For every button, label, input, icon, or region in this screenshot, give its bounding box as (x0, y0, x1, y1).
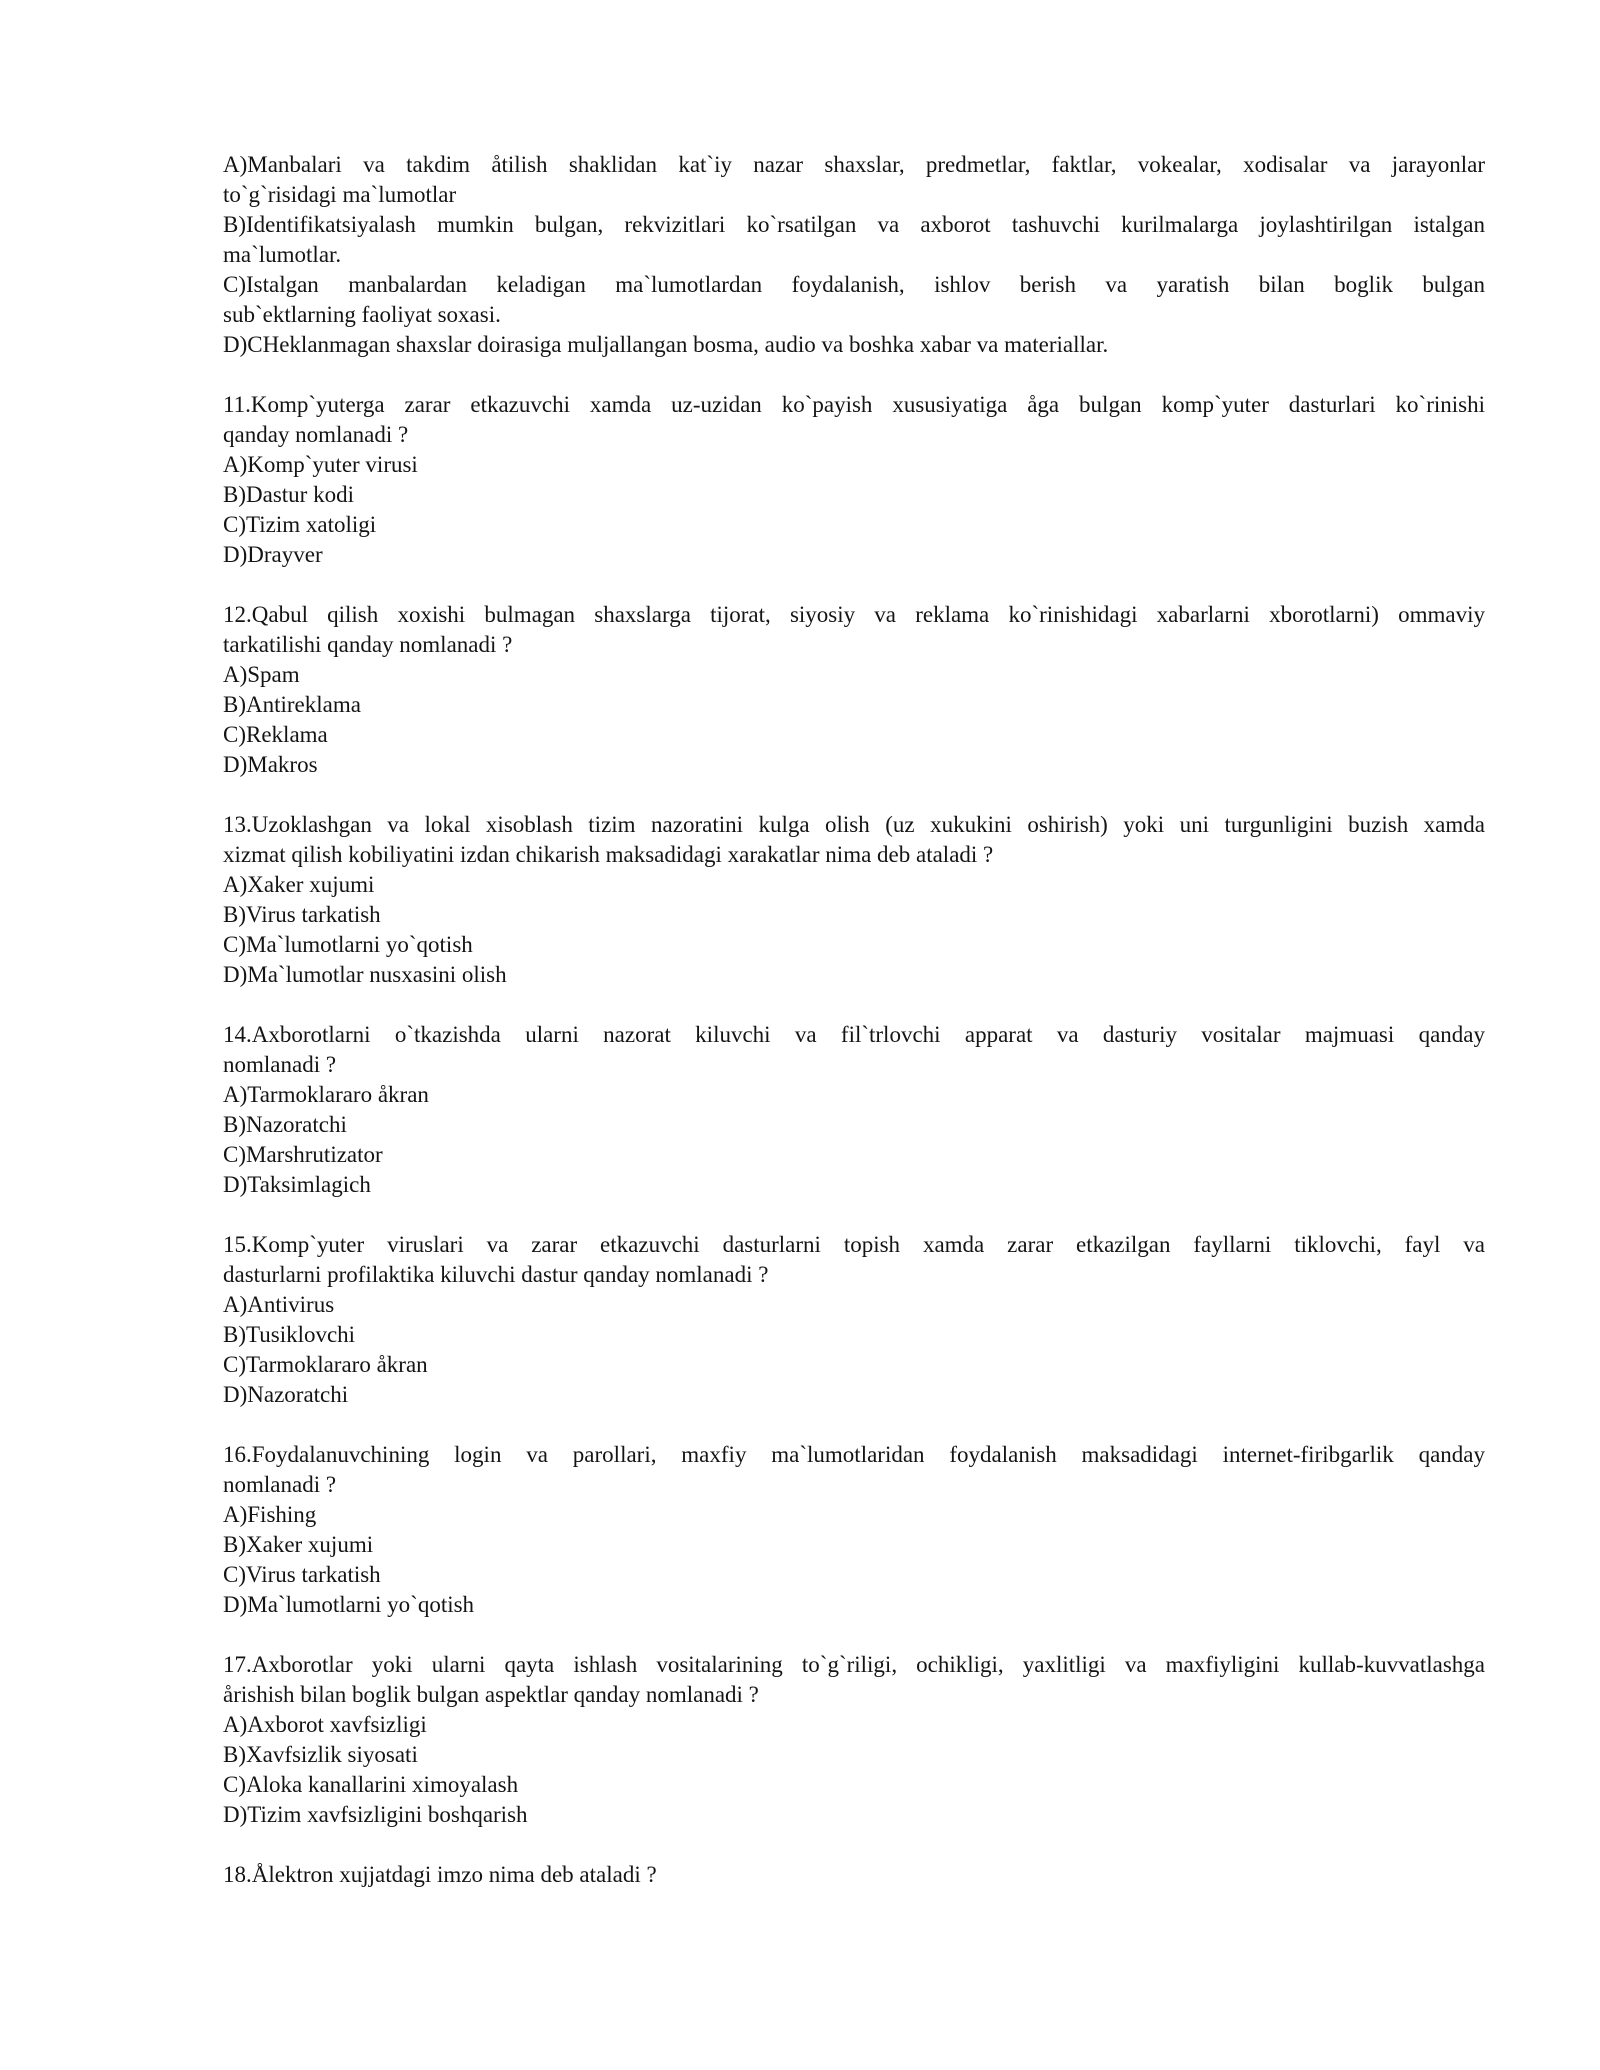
question-13-option-d: D)Ma`lumotlar nusxasini olish (223, 962, 507, 987)
question-12-option-d: D)Makros (223, 752, 318, 777)
question-11-option-a: A)Komp`yuter virusi (223, 452, 418, 477)
question-12 (223, 600, 1485, 780)
question-15-option-c: C)Tarmoklararo åkran (223, 1352, 428, 1377)
question-12-option-b: B)Antireklama (223, 692, 361, 717)
question-12-option-a: A)Spam (223, 662, 300, 687)
question-17-option-d: D)Tizim xavfsizligini boshqarish (223, 1802, 528, 1827)
question-12-option-c: C)Reklama (223, 722, 328, 747)
question-13-text-line-1: 13.Uzoklashgan va lokal xisoblash tizim nazoratini kulga olish (uz xukukini oshirish) yoki uni turgunligini buzish xamda (223, 812, 1485, 837)
question-13 (223, 810, 1485, 990)
prev-question-options (223, 150, 1485, 360)
question-12-text-line-1: 12.Qabul qilish xoxishi bulmagan shaxslarga tijorat, siyosiy va reklama ko`rinishidagi xabarlarni xborotlarni) ommaviy (223, 602, 1485, 627)
question-16-text-line-2: nomlanadi ? (223, 1472, 337, 1497)
question-16-option-c: C)Virus tarkatish (223, 1562, 381, 1587)
question-16-text-line-1: 16.Foydalanuvchining login va parollari, maxfiy ma`lumotlaridan foydalanish maksadidagi internet-firibgarlik qanday (223, 1442, 1485, 1467)
prev-option-a-line-1: A)Manbalari va takdim åtilish shaklidan kat`iy nazar shaxslar, predmetlar, faktlar, vokealar, xodisalar va jarayonlar (223, 152, 1485, 177)
question-17-option-a: A)Axborot xavfsizligi (223, 1712, 427, 1737)
question-15-option-d: D)Nazoratchi (223, 1382, 349, 1407)
prev-option-a-line-2: to`g`risidagi ma`lumotlar (223, 182, 457, 207)
question-16-option-d: D)Ma`lumotlarni yo`qotish (223, 1592, 475, 1617)
question-11-option-c: C)Tizim xatoligi (223, 512, 377, 537)
question-17 (223, 1650, 1485, 1830)
question-16-option-b: B)Xaker xujumi (223, 1532, 374, 1557)
question-11-option-d: D)Drayver (223, 542, 323, 567)
question-14-option-c: C)Marshrutizator (223, 1142, 383, 1167)
question-15 (223, 1230, 1485, 1410)
prev-option-d: D)CHeklanmagan shaxslar doirasiga muljallangan bosma, audio va boshka xabar va materiallar. (223, 332, 1109, 357)
question-17-text-line-1: 17.Axborotlar yoki ularni qayta ishlash vositalarining to`g`riligi, ochikligi, yaxlitligi va maxfiyligini kullab-kuvvatlashga (223, 1652, 1485, 1677)
question-15-option-b: B)Tusiklovchi (223, 1322, 356, 1347)
question-17-option-c: C)Aloka kanallarini ximoyalash (223, 1772, 519, 1797)
question-11-option-b: B)Dastur kodi (223, 482, 354, 507)
question-12-text-line-2: tarkatilishi qanday nomlanadi ? (223, 632, 513, 657)
question-15-text-line-1: 15.Komp`yuter viruslari va zarar etkazuvchi dasturlarni topish xamda zarar etkazilgan fayllarni tiklovchi, fayl va (223, 1232, 1485, 1257)
question-14-text-line-1: 14.Axborotlarni o`tkazishda ularni nazorat kiluvchi va fil`trlovchi apparat va dasturiy vositalar majmuasi qanday (223, 1022, 1485, 1047)
question-14 (223, 1020, 1485, 1200)
question-14-option-a: A)Tarmoklararo åkran (223, 1082, 429, 1107)
question-14-option-d: D)Taksimlagich (223, 1172, 371, 1197)
question-15-text-line-2: dasturlarni profilaktika kiluvchi dastur qanday nomlanadi ? (223, 1262, 769, 1287)
question-11-text-line-2: qanday nomlanadi ? (223, 422, 409, 447)
question-11-text-line-1: 11.Komp`yuterga zarar etkazuvchi xamda uz-uzidan ko`payish xususiyatiga åga bulgan komp`yuter dasturlari ko`rinishi (223, 392, 1485, 417)
question-16 (223, 1440, 1485, 1620)
question-13-text-line-2: xizmat qilish kobiliyatini izdan chikarish maksadidagi xarakatlar nima deb ataladi ? (223, 842, 994, 867)
question-11 (223, 390, 1485, 570)
question-16-option-a: A)Fishing (223, 1502, 317, 1527)
prev-option-b-line-2: ma`lumotlar. (223, 242, 342, 267)
question-13-option-a: A)Xaker xujumi (223, 872, 375, 897)
question-14-text-line-2: nomlanadi ? (223, 1052, 337, 1077)
prev-option-c-line-2: sub`ektlarning faoliyat soxasi. (223, 302, 501, 327)
question-13-option-b: B)Virus tarkatish (223, 902, 381, 927)
prev-option-b-line-1: B)Identifikatsiyalash mumkin bulgan, rekvizitlari ko`rsatilgan va axborot tashuvchi kurilmalarga joylashtirilgan istalgan (223, 212, 1485, 237)
question-18 (223, 1860, 1485, 1890)
question-14-option-b: B)Nazoratchi (223, 1112, 347, 1137)
question-18-text-line-1: 18.Ålektron xujjatdagi imzo nima deb ataladi ? (223, 1862, 657, 1887)
question-15-option-a: A)Antivirus (223, 1292, 335, 1317)
question-13-option-c: C)Ma`lumotlarni yo`qotish (223, 932, 473, 957)
question-17-option-b: B)Xavfsizlik siyosati (223, 1742, 418, 1767)
question-17-text-line-2: årishish bilan boglik bulgan aspektlar qanday nomlanadi ? (223, 1682, 759, 1707)
prev-option-c-line-1: C)Istalgan manbalardan keladigan ma`lumotlardan foydalanish, ishlov berish va yaratish bilan boglik bulgan (223, 272, 1485, 297)
